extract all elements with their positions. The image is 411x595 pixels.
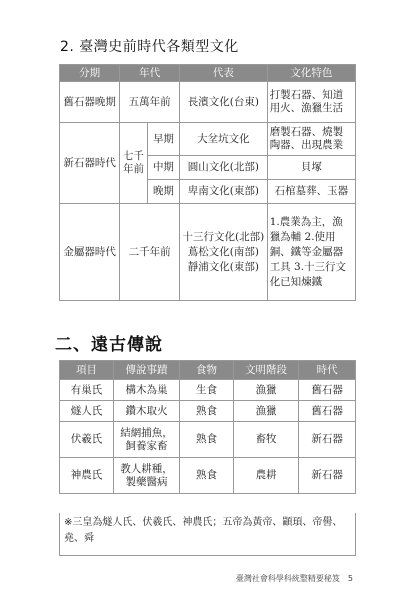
- deed-cell: 結網捕魚，飼養家畜: [114, 422, 180, 458]
- stage-cell: 漁獵: [233, 380, 298, 401]
- section-heading-legends: 二、遠古傳說: [55, 335, 163, 355]
- table-row: [60, 82, 356, 123]
- table-row: [60, 123, 356, 156]
- header-age: 年代: [120, 65, 180, 82]
- era-cell: 新石器: [299, 422, 356, 458]
- period-cell: 舊石器晚期: [60, 82, 120, 123]
- feature-cell: 打製石器、知道用火、漁獵生活: [267, 82, 355, 123]
- header-stage: 文明階段: [233, 361, 298, 380]
- food-cell: 熟食: [179, 458, 233, 494]
- header-period: 分期: [60, 65, 120, 82]
- header-item: 項目: [60, 361, 114, 380]
- rep-cell: 長濱文化(台東): [180, 82, 268, 123]
- deed-cell: 教人耕種，製藥醫病: [114, 458, 180, 494]
- age-cell: 五萬年前: [120, 82, 180, 123]
- table-header-row: [60, 65, 356, 82]
- prehistory-table: [59, 64, 356, 301]
- age-cell: 七千年前: [120, 123, 148, 204]
- rep-cell: [180, 204, 268, 301]
- feature-cell: 貝塚: [267, 156, 355, 180]
- feature-cell: 1.農業為主，漁獵為輔 2.使用銅、鐵等金屬器工具 3.十三行文化已知煉鐵: [267, 204, 355, 301]
- age-cell: 二千年前: [120, 204, 180, 301]
- food-cell: 熟食: [179, 422, 233, 458]
- subperiod-cell: 早期: [147, 123, 179, 156]
- food-cell: 熟食: [179, 401, 233, 422]
- table-row: [60, 401, 356, 422]
- subperiod-cell: 中期: [147, 156, 179, 180]
- header-food: 食物: [179, 361, 233, 380]
- subperiod-cell: 晚期: [147, 180, 179, 204]
- stage-cell: 畜牧: [233, 422, 298, 458]
- table-row: [60, 380, 356, 401]
- section-heading-prehistory: 2. 臺灣史前時代各類型文化: [60, 39, 239, 55]
- table-row: [60, 422, 356, 458]
- rep-cell: 卑南文化(東部): [180, 180, 268, 204]
- rep-line: 靜浦文化(東部): [187, 260, 259, 273]
- header-feature: 文化特色: [267, 65, 355, 82]
- legends-table: [59, 360, 356, 494]
- table-row: [60, 204, 356, 301]
- era-cell: 新石器: [299, 458, 356, 494]
- feature-cell: 石棺墓葬、玉器: [267, 180, 355, 204]
- rep-line: 蔦松文化(南部): [187, 245, 259, 258]
- deed-cell: 構木為巢: [114, 380, 180, 401]
- table-row: [60, 458, 356, 494]
- stage-cell: 農耕: [233, 458, 298, 494]
- item-cell: 燧人氏: [60, 401, 114, 422]
- stage-cell: 漁獵: [233, 401, 298, 422]
- header-representative: 代表: [180, 65, 268, 82]
- header-era: 時代: [299, 361, 356, 380]
- item-cell: 伏羲氏: [60, 422, 114, 458]
- era-cell: 舊石器: [299, 380, 356, 401]
- rep-cell: 圓山文化(北部): [180, 156, 268, 180]
- deed-cell: 鑽木取火: [114, 401, 180, 422]
- food-cell: 生食: [179, 380, 233, 401]
- footnote: ※三皇為燧人氏、伏羲氏、神農氏；五帝為黃帝、顓頊、帝嚳、堯、舜: [59, 513, 356, 556]
- period-cell: 金屬器時代: [60, 204, 120, 301]
- table-header-row: [60, 361, 356, 380]
- rep-cell: 大坌坑文化: [180, 123, 268, 156]
- item-cell: 神農氏: [60, 458, 114, 494]
- feature-cell: 磨製石器、燒製陶器、出現農業: [267, 123, 355, 156]
- page-footer: 臺灣社會科學科統整精要秘笈 5: [235, 574, 353, 583]
- rep-line: 十三行文化(北部): [182, 230, 265, 243]
- header-deed: 傳說事蹟: [114, 361, 180, 380]
- item-cell: 有巢氏: [60, 380, 114, 401]
- period-cell: 新石器時代: [60, 123, 120, 204]
- era-cell: 舊石器: [299, 401, 356, 422]
